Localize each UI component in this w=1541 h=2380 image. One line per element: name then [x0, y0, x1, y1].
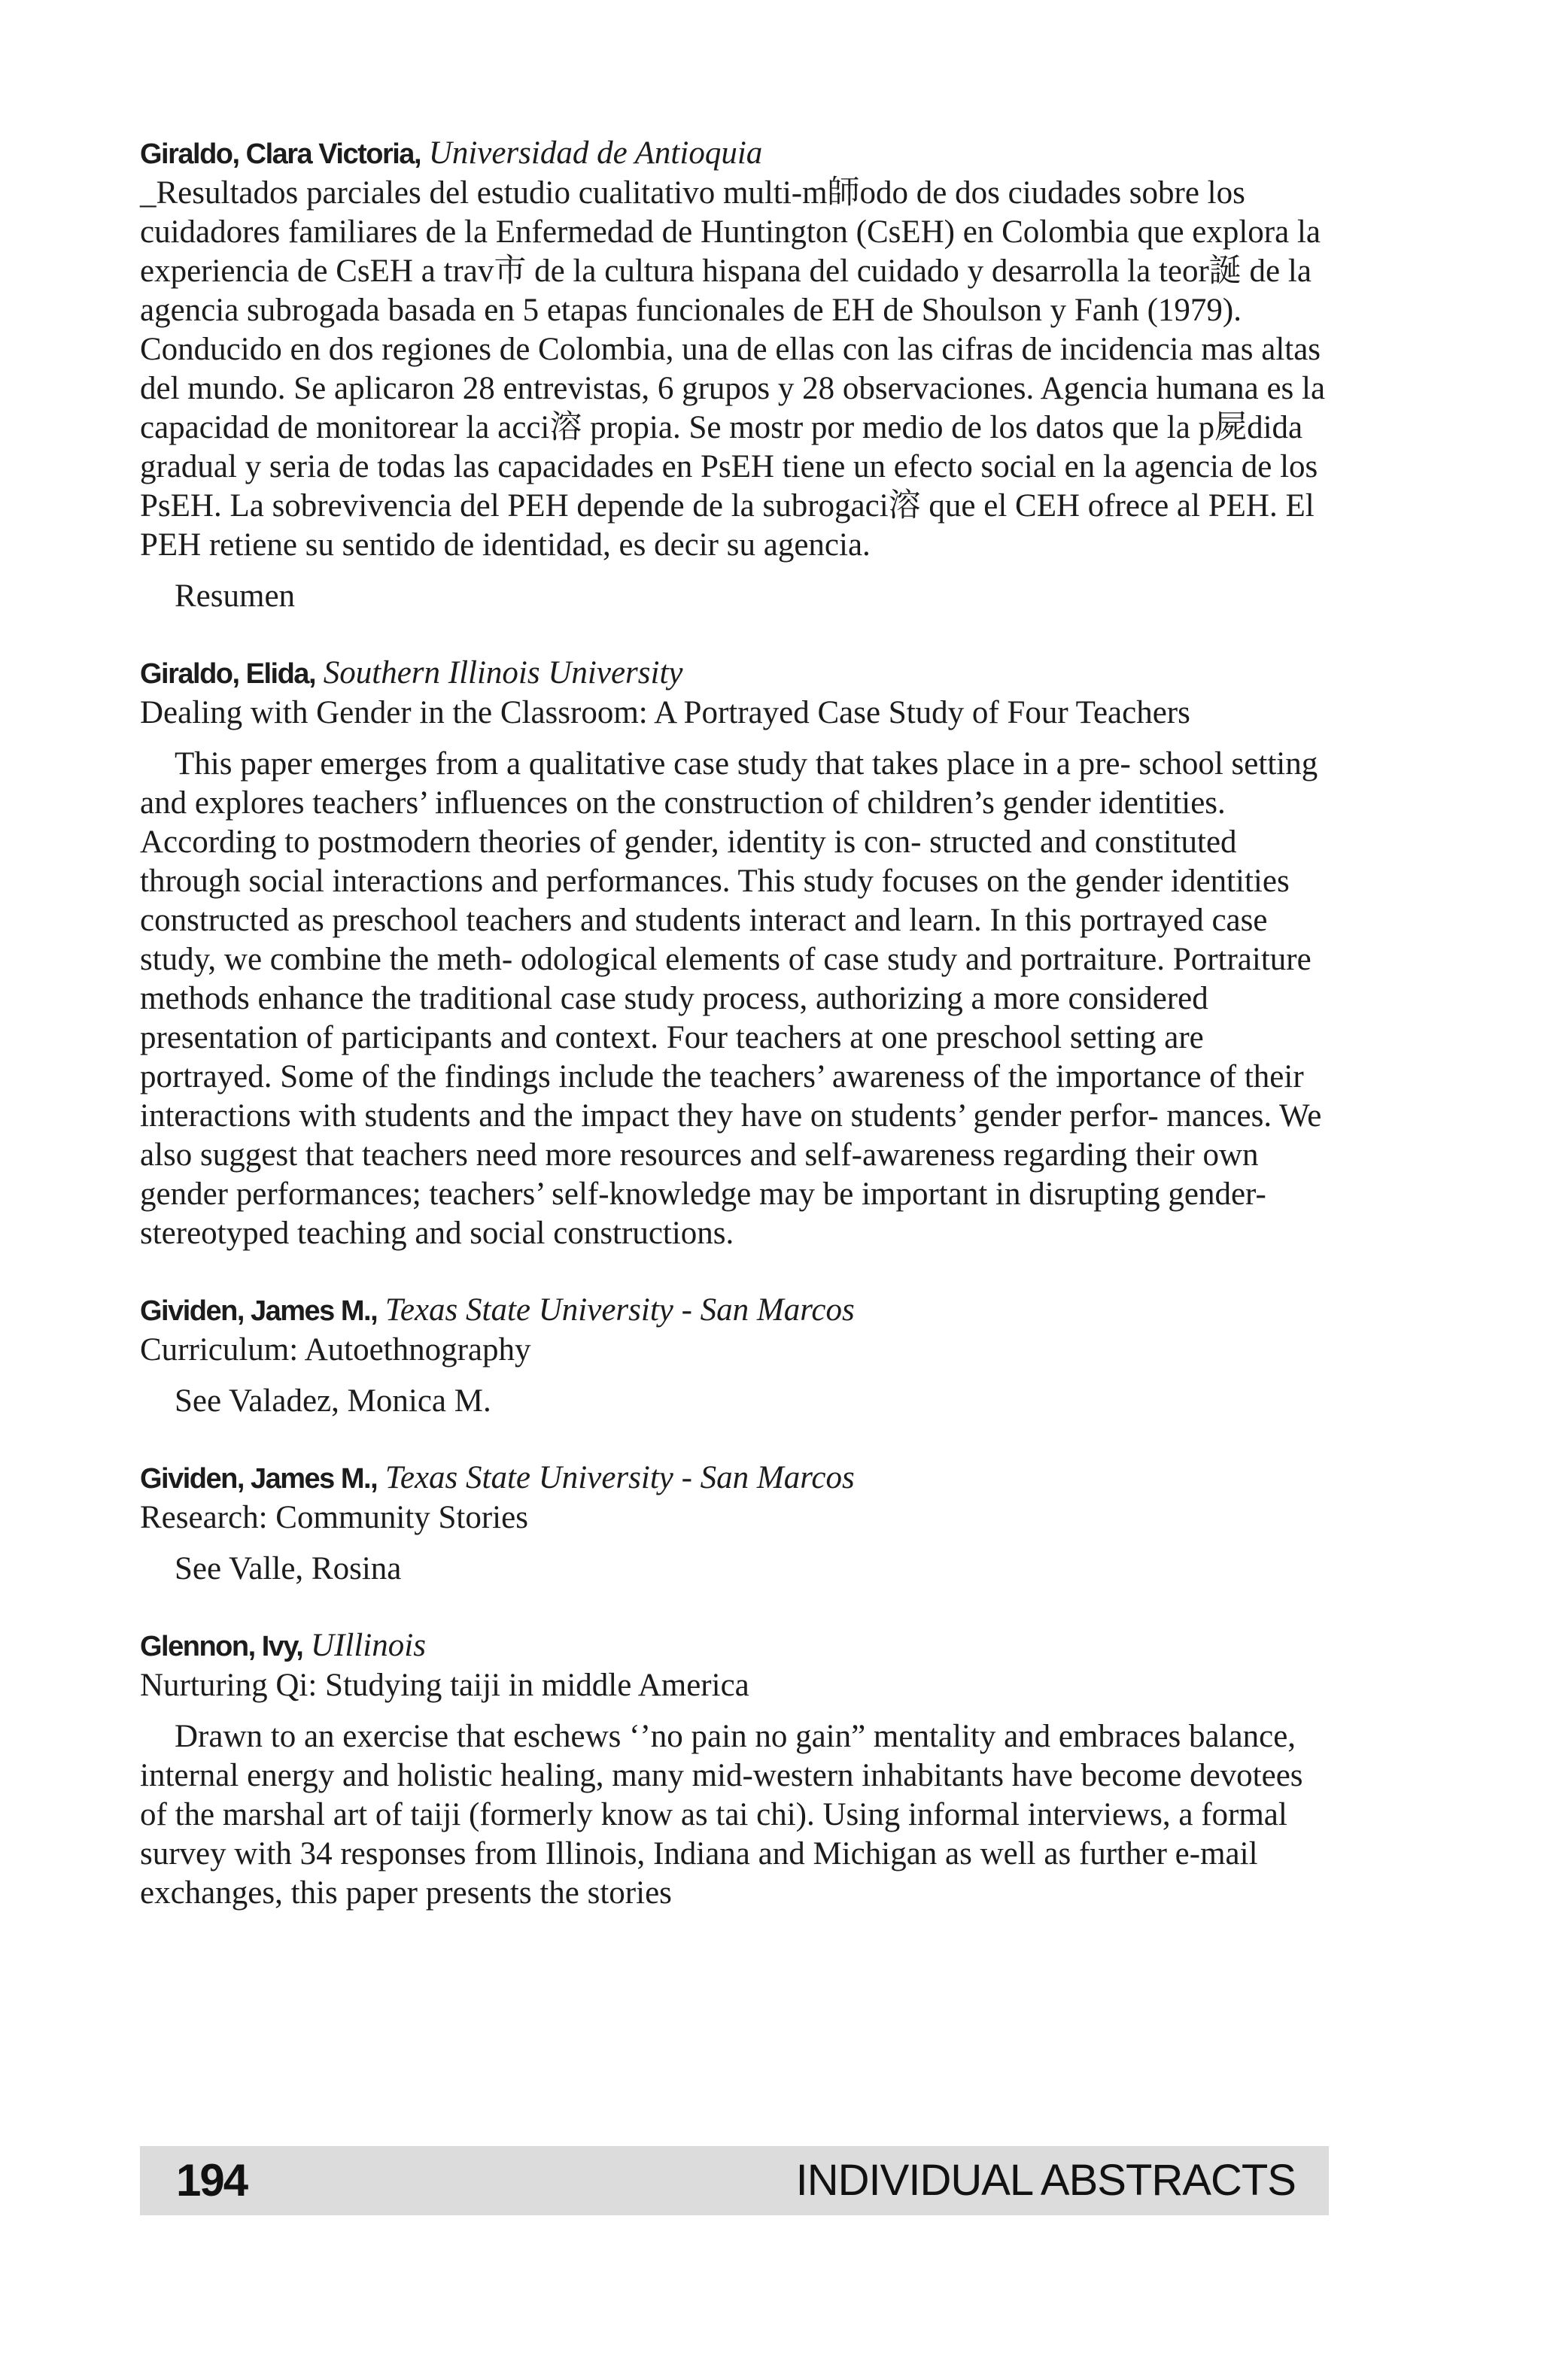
author-affiliation: Southern Illinois University	[323, 655, 683, 691]
abstract-entry	[140, 1626, 1329, 1913]
abstract-body: Resumen	[175, 578, 296, 614]
author-affiliation: Texas State University - San Marcos	[384, 1460, 855, 1495]
entry-header	[140, 1291, 1329, 1331]
author-affiliation: Universidad de Antioquia	[428, 135, 763, 171]
entry-header	[140, 1459, 1329, 1498]
page-footer	[140, 2146, 1329, 2215]
author-name: Glennon, Ivy,	[140, 1631, 303, 1662]
abstract-body: See Valadez, Monica M.	[175, 1383, 491, 1419]
page-number: 194	[176, 2155, 248, 2205]
abstract-entry	[140, 1291, 1329, 1421]
abstract-title: Nurturing Qi: Studying taiji in middle America	[140, 1668, 749, 1703]
running-section-title: INDIVIDUAL ABSTRACTS	[795, 2156, 1296, 2205]
abstract-body: This paper emerges from a qualitative case study that takes place in a pre- school setting and explores teachers’ influences on the construction of children’s gender identities. According to postmodern theories of gender, identity is con- structed and constituted through social interactions and performances. This study focuses on the gender identities constructed as preschool teachers and students interact and learn. In this portrayed case study, we combine the meth- odological elements of case study and portraiture. Portraiture methods enhance the traditional case study process, authorizing a more considered presentation of participants and context. Four teachers at one preschool setting are portrayed. Some of the findings include the teachers’ awareness of the importance of their interactions with students and the impact they have on students’ gender perfor- mances. We also suggest that teachers need more resources and self-awareness regarding their own gender performances; teachers’ self-knowledge may be important in disrupting gender-stereotyped teaching and social constructions.	[140, 746, 1322, 1251]
entry-header	[140, 654, 1329, 694]
entry-header	[140, 1626, 1329, 1666]
author-affiliation: Texas State University - San Marcos	[384, 1292, 855, 1328]
abstract-entry	[140, 654, 1329, 1253]
author-affiliation: UIllinois	[311, 1628, 426, 1663]
abstract-entry	[140, 134, 1329, 616]
abstract-title: Research: Community Stories	[140, 1500, 528, 1535]
abstract-title: Dealing with Gender in the Classroom: A Portrayed Case Study of Four Teachers	[140, 695, 1190, 730]
entry-header	[140, 134, 1329, 174]
author-name: Giraldo, Elida,	[140, 658, 315, 690]
author-name: Giraldo, Clara Victoria,	[140, 138, 421, 170]
abstract-entry	[140, 1459, 1329, 1589]
author-name: Gividen, James M.,	[140, 1463, 378, 1495]
abstract-title: _Resultados parciales del estudio cualitativo multi-m師odo de dos ciudades sobre los cuidadores familiares de la Enfermedad de Huntington (CsEH) en Colombia que explora la experiencia de CsEH a trav市 de la cultura hispana del cuidado y desarrolla la teor誕 de la agencia subrogada basada en 5 etapas funcionales de EH de Shoulson y Fanh (1979). Conducido en dos regiones de Colombia, una de ellas con las cifras de incidencia mas altas del mundo. Se aplicaron 28 entrevistas, 6 grupos y 28 observaciones. Agencia humana es la capacidad de monitorear la acci溶 propia. Se mostr por medio de los datos que la p屍dida gradual y seria de todas las capacidades en PsEH tiene un efecto social en la agencia de los PsEH. La sobrevivencia del PEH depende de la subrogaci溶 que el CEH ofrece al PEH. El PEH retiene su sentido de identidad, es decir su agencia.	[140, 175, 1326, 563]
abstract-body: See Valle, Rosina	[175, 1551, 402, 1586]
abstract-title: Curriculum: Autoethnography	[140, 1332, 531, 1368]
abstract-body: Drawn to an exercise that eschews ‘’no pain no gain” mentality and embraces balance, internal energy and holistic healing, many mid-western inhabitants have become devotees of the marshal art of taiji (formerly know as tai chi). Using informal interviews, a formal survey with 34 responses from Illinois, Indiana and Michigan as well as further e-mail exchanges, this paper presents the stories	[140, 1719, 1303, 1911]
abstracts-page	[140, 134, 1329, 1913]
author-name: Gividen, James M.,	[140, 1295, 378, 1327]
